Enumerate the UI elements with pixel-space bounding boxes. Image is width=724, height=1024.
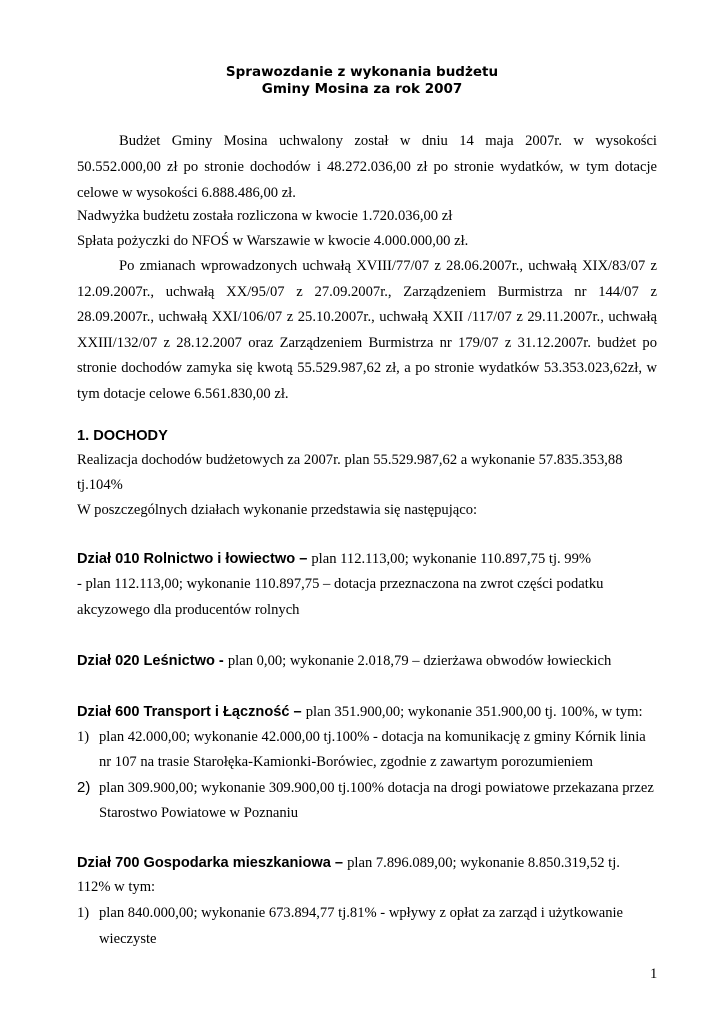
dzial-600-item1-number: 1) bbox=[77, 729, 90, 745]
dzial-600-item1-line1: plan 42.000,00; wykonanie 42.000,00 tj.100% - dotacja na komunikację z gminy Kórnik linia bbox=[99, 729, 646, 745]
intro-paragraph1-line3: celowe w wysokości 6.888.486,00 zł. bbox=[77, 185, 296, 201]
dzial-600-summary: plan 351.900,00; wykonanie 351.900,00 tj. 100%, w tym: bbox=[305, 704, 643, 720]
intro-paragraph2-line1: Po zmianach wprowadzonych uchwałą XVIII/77/07 z 28.06.2007r., uchwałą XIX/83/07 z bbox=[119, 258, 657, 274]
intro-loan: Spłata pożyczki do NFOŚ w Warszawie w kwocie 4.000.000,00 zł. bbox=[77, 233, 469, 249]
dzial-600-item2-line2: Starostwo Powiatowe w Poznaniu bbox=[99, 805, 299, 821]
section1-line3: W poszczególnych działach wykonanie przedstawia się następująco: bbox=[77, 502, 478, 518]
dzial-010-line bbox=[77, 551, 657, 568]
document-title-line1: Sprawozdanie z wykonania budżetu bbox=[225, 64, 499, 80]
dzial-700-heading: Dział 700 Gospodarka mieszkaniowa – bbox=[77, 855, 348, 871]
dzial-600-item1-line2: nr 107 na trasie Starołęka-Kamionki-Borówiec, zgodnie z zawartym porozumieniem bbox=[99, 754, 593, 770]
intro-paragraph2-line5: stronie dochodów zamyka się kwotą 55.529.987,62 zł, a po stronie wydatków 53.353.023,62zł, w bbox=[77, 360, 657, 376]
dzial-700-line bbox=[77, 855, 657, 872]
dzial-020-summary: plan 0,00; wykonanie 2.018,79 – dzierżawa obwodów łowieckich bbox=[227, 653, 612, 669]
document-title-line2: Gminy Mosina za rok 2007 bbox=[261, 81, 463, 97]
dzial-700-line2: 112% w tym: bbox=[77, 879, 156, 895]
intro-paragraph1-line2: 50.552.000,00 zł po stronie dochodów i 48.272.036,00 zł po stronie wydatków, w tym dotacje bbox=[77, 159, 657, 175]
section-heading-dochody: 1. DOCHODY bbox=[77, 428, 168, 444]
dzial-600-line bbox=[77, 704, 657, 721]
dzial-020-line bbox=[77, 653, 657, 670]
dzial-010-heading: Dział 010 Rolnictwo i łowiectwo – bbox=[77, 551, 312, 567]
dzial-600-item2-number: 2) bbox=[77, 779, 91, 796]
dzial-010-detail-line1: - plan 112.113,00; wykonanie 110.897,75 – dotacja przeznaczona na zwrot części podatku bbox=[77, 576, 604, 592]
section1-line1: Realizacja dochodów budżetowych za 2007r. plan 55.529.987,62 a wykonanie 57.835.353,88 bbox=[77, 452, 623, 468]
intro-paragraph2-line6: tym dotacje celowe 6.561.830,00 zł. bbox=[77, 386, 289, 402]
intro-paragraph2-line2: 12.09.2007r., uchwałą XX/95/07 z 27.09.2007r., Zarządzeniem Burmistrza nr 144/07 z bbox=[77, 284, 657, 300]
intro-paragraph2-line3: 28.09.2007r., uchwałą XXI/106/07 z 25.10.2007r., uchwałą XXII /117/07 z 29.11.2007r., uchwałą bbox=[77, 309, 657, 325]
dzial-010-summary: plan 112.113,00; wykonanie 110.897,75 tj. 99% bbox=[311, 551, 592, 567]
dzial-700-item1-number: 1) bbox=[77, 905, 90, 921]
dzial-700-summary: plan 7.896.089,00; wykonanie 8.850.319,52 tj. bbox=[347, 855, 620, 871]
dzial-600-heading: Dział 600 Transport i Łączność – bbox=[77, 704, 306, 720]
dzial-600-item2-line1: plan 309.900,00; wykonanie 309.900,00 tj.100% dotacja na drogi powiatowe przekazana przez bbox=[99, 780, 654, 796]
intro-paragraph2-line4: XXIII/132/07 z 28.12.2007 oraz Zarządzeniem Burmistrza nr 179/07 z 31.12.2007r. budżet po bbox=[77, 335, 657, 351]
dzial-020-heading: Dział 020 Leśnictwo - bbox=[77, 653, 228, 669]
intro-paragraph1-line1: Budżet Gminy Mosina uchwalony został w dniu 14 maja 2007r. w wysokości bbox=[119, 133, 657, 149]
dzial-700-item1-line2: wieczyste bbox=[99, 931, 157, 947]
section1-line2: tj.104% bbox=[77, 477, 123, 493]
page-number: 1 bbox=[650, 966, 658, 982]
dzial-010-detail-line2: akcyzowego dla producentów rolnych bbox=[77, 602, 300, 618]
intro-surplus: Nadwyżka budżetu została rozliczona w kwocie 1.720.036,00 zł bbox=[77, 208, 453, 224]
dzial-700-item1-line1: plan 840.000,00; wykonanie 673.894,77 tj.81% - wpływy z opłat za zarząd i użytkowanie bbox=[99, 905, 624, 921]
